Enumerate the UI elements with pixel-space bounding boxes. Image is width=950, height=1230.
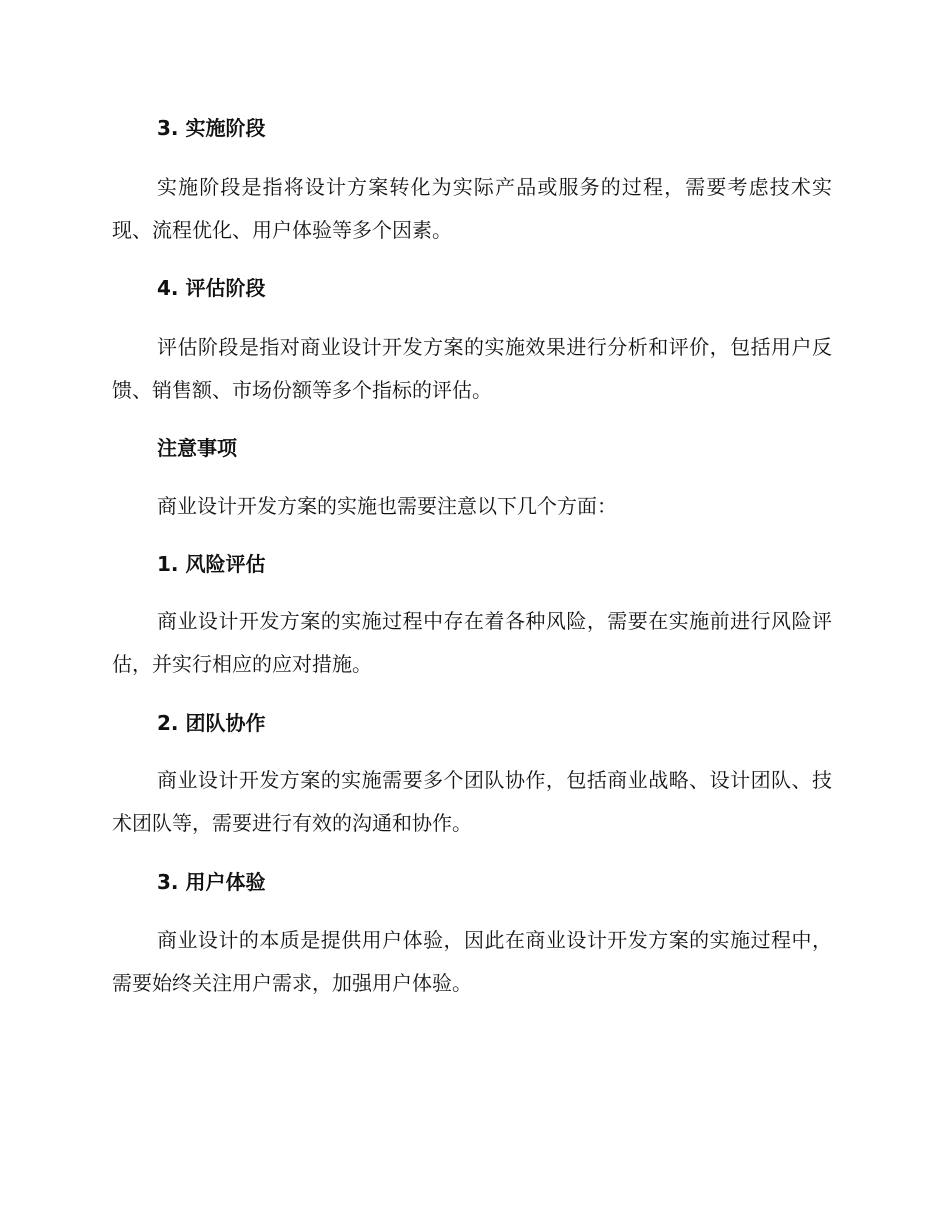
section-heading-implementation: 3. 实施阶段 [157, 116, 266, 140]
section-heading-notes: 注意事项 [157, 436, 237, 460]
paragraph-user-experience: 商业设计的本质是提供用户体验，因此在商业设计开发方案的实施过程中，需要始终关注用户需求，加强用户体验。 [112, 928, 832, 995]
section-heading-user-experience: 3. 用户体验 [157, 870, 266, 894]
paragraph-teamwork: 商业设计开发方案的实施需要多个团队协作，包括商业战略、设计团队、技术团队等，需要进行有效的沟通和协作。 [112, 768, 832, 835]
paragraph-evaluation: 评估阶段是指对商业设计开发方案的实施效果进行分析和评价，包括用户反馈、销售额、市场份额等多个指标的评估。 [112, 335, 832, 402]
paragraph-risk: 商业设计开发方案的实施过程中存在着各种风险，需要在实施前进行风险评估，并实行相应的应对措施。 [112, 609, 832, 676]
section-heading-teamwork: 2. 团队协作 [157, 711, 266, 735]
paragraph-notes-intro: 商业设计开发方案的实施也需要注意以下几个方面： [157, 494, 617, 518]
section-heading-risk: 1. 风险评估 [157, 552, 266, 576]
paragraph-implementation: 实施阶段是指将设计方案转化为实际产品或服务的过程，需要考虑技术实现、流程优化、用户体验等多个因素。 [112, 175, 832, 242]
section-heading-evaluation: 4. 评估阶段 [157, 276, 266, 300]
